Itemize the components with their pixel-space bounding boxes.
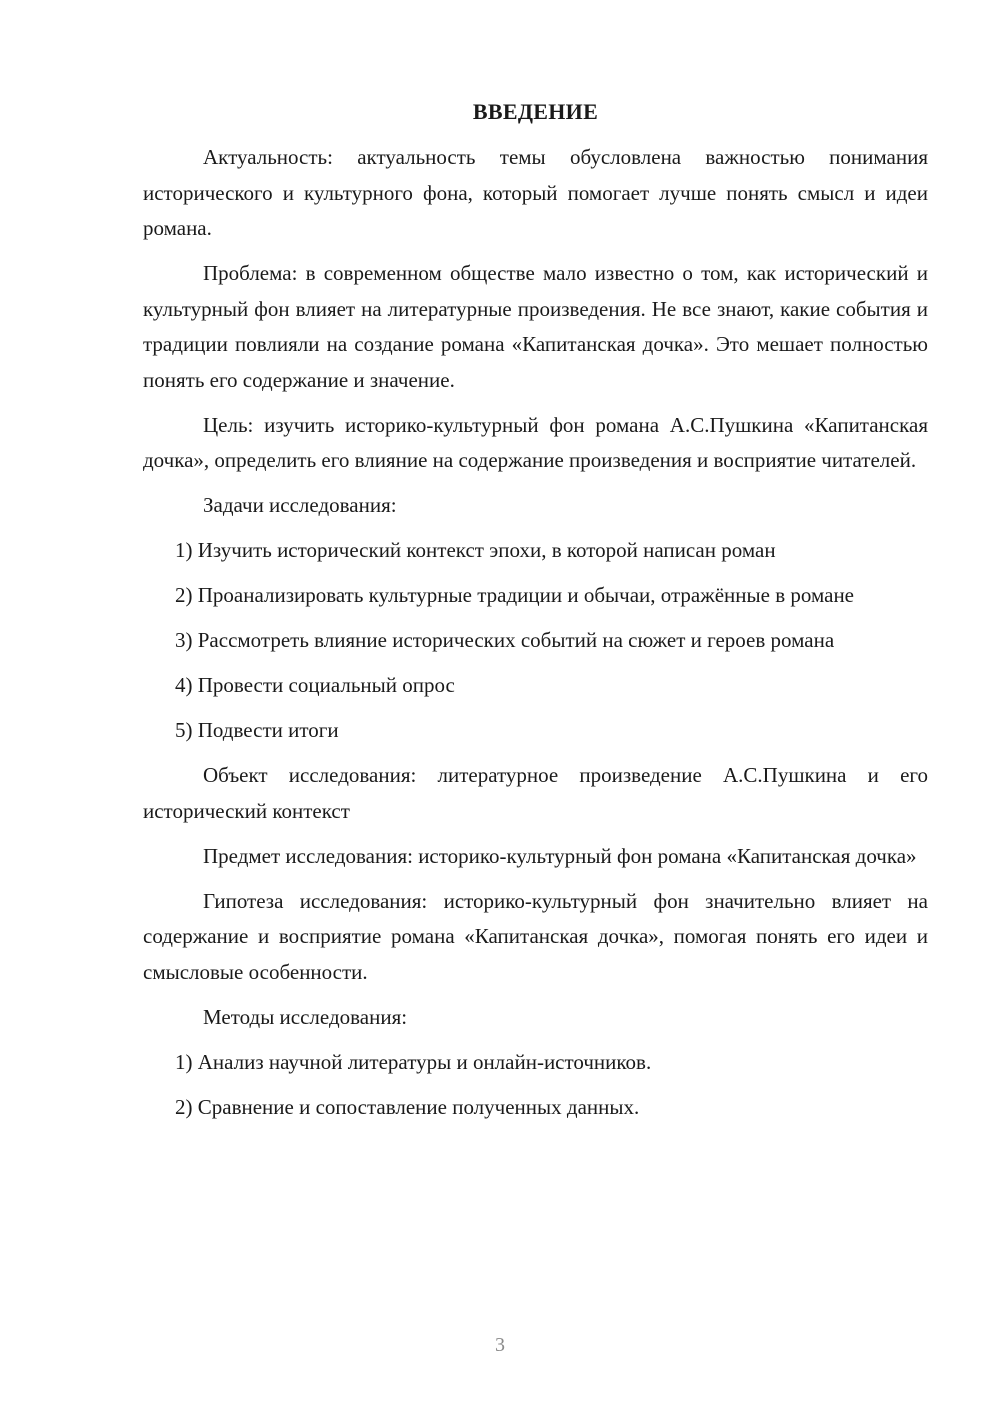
paragraph-tasks-heading: Задачи исследования: [203, 493, 397, 517]
method-item-2: 2) Сравнение и сопоставление полученных данных. [175, 1094, 640, 1119]
paragraph-problem: Проблема: в современном обществе мало известно о том, как исторический и культурный фон влияет на литературные произведения. Не все знают, какие события и традиции повлияли на создание романа «Капитанская дочка». Это мешает полностью понять его содержание и значение. [143, 261, 928, 392]
paragraph-relevance: Актуальность: актуальность темы обусловлена важностью понимания исторического и культурного фона, который помогает лучше понять смысл и идеи романа. [143, 145, 928, 240]
paragraph-object: Объект исследования: литературное произведение А.С.Пушкина и его исторический контекст [143, 763, 928, 823]
page-number: 3 [495, 1334, 505, 1356]
task-item-4: 4) Провести социальный опрос [175, 673, 455, 697]
paragraph-subject: Предмет исследования: историко-культурный фон романа «Капитанская дочка» [203, 843, 917, 868]
task-item-2: 2) Проанализировать культурные традиции и обычаи, отражённые в романе [175, 583, 855, 607]
task-item-1: 1) Изучить исторический контекст эпохи, в которой написан роман [175, 538, 776, 562]
section-title: ВВЕДЕНИЕ [472, 99, 599, 124]
task-item-3: 3) Рассмотреть влияние исторических событий на сюжет и героев романа [175, 628, 835, 652]
paragraph-goal: Цель: изучить историко-культурный фон романа А.С.Пушкина «Капитанская дочка», определить его влияние на содержание произведения и восприятие читателей. [143, 412, 928, 472]
task-item-5: 5) Подвести итоги [175, 718, 339, 742]
page-content [143, 96, 928, 1135]
method-item-1: 1) Анализ научной литературы и онлайн-источников. [175, 1049, 652, 1074]
paragraph-methods-heading: Методы исследования: [203, 1004, 408, 1029]
paragraph-hypothesis: Гипотеза исследования: историко-культурный фон значительно влияет на содержание и восприятие романа «Капитанская дочка», помогая понять его идеи и смысловые особенности. [143, 888, 928, 984]
